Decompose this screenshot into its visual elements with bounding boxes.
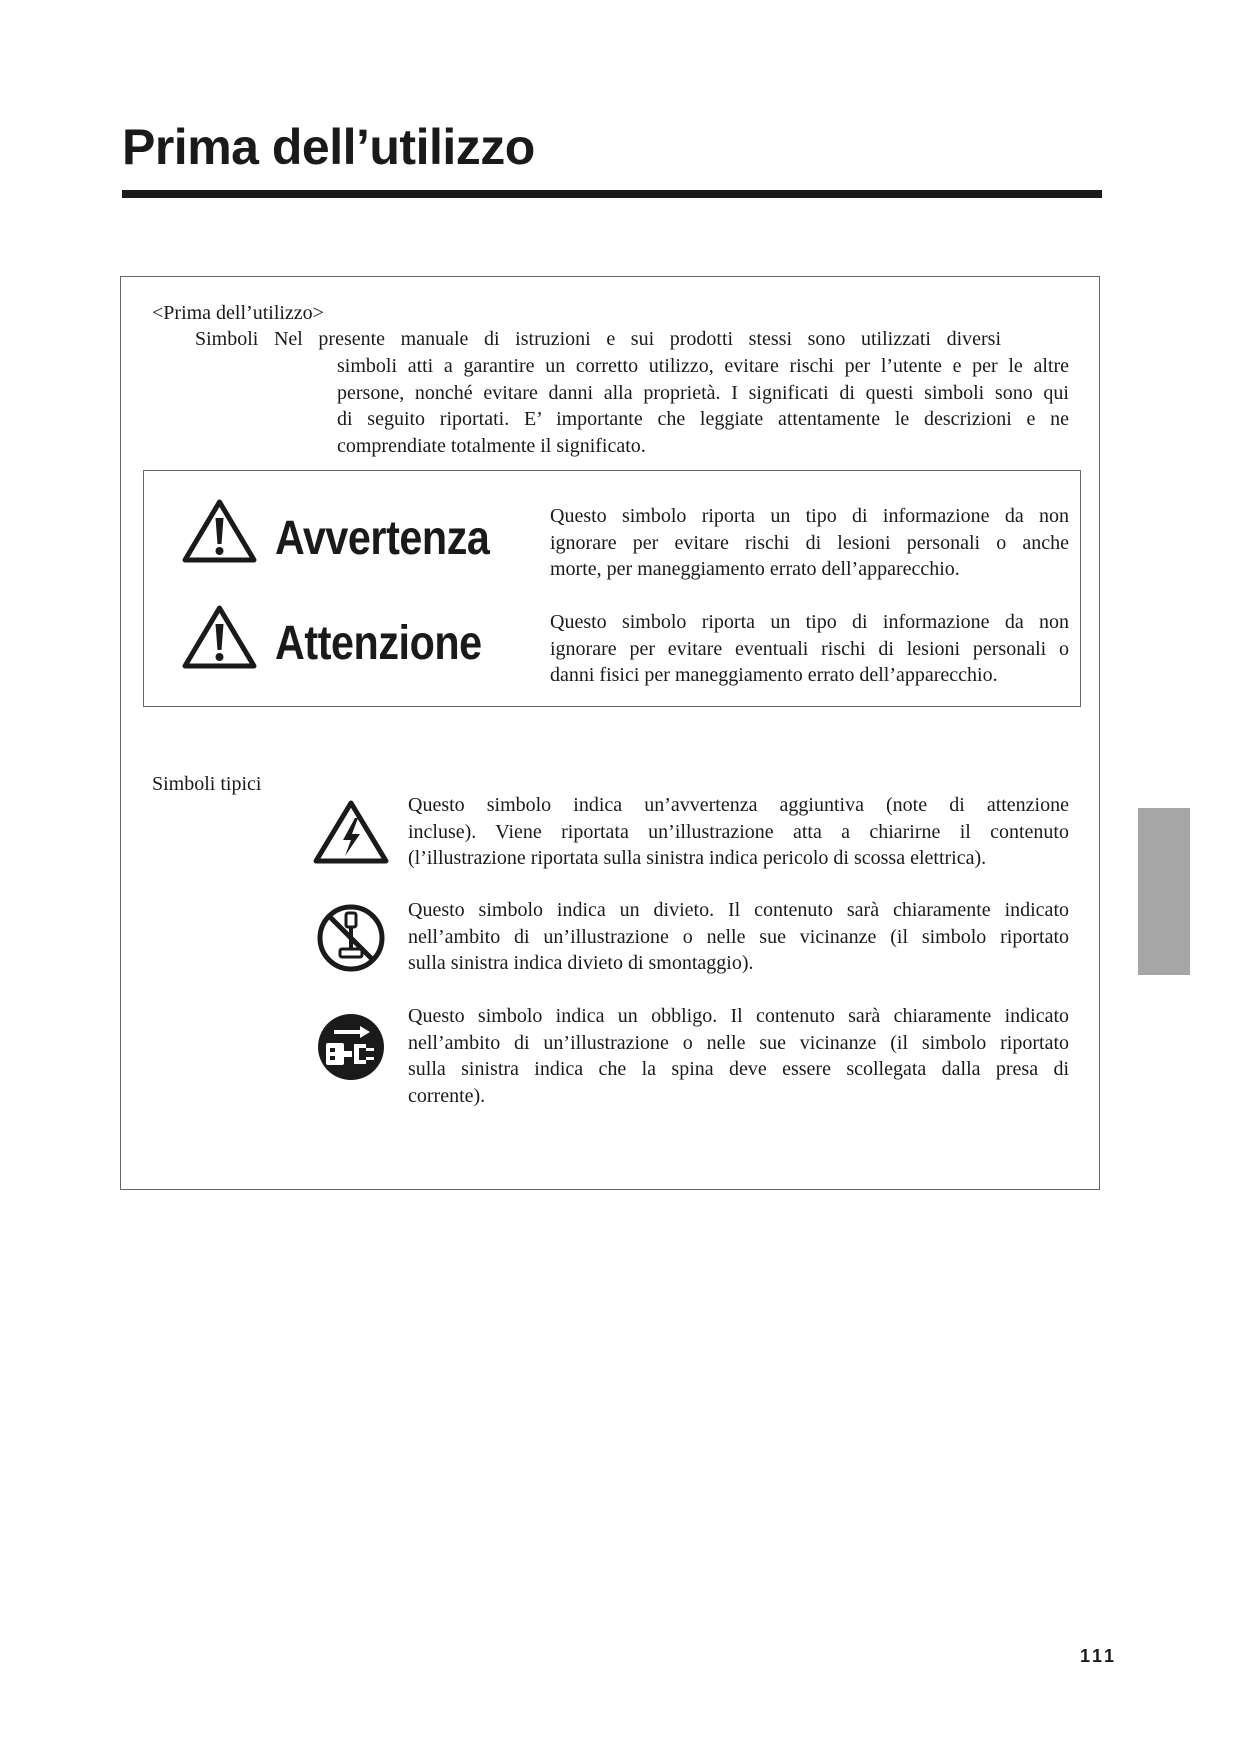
page-title: Prima dell’utilizzo xyxy=(122,119,535,175)
electric-shock-icon xyxy=(312,798,390,866)
intro-line: di seguito riportati. E’ importante che leggiate attentamente le descrizioni e ne xyxy=(337,408,1069,430)
symbol-desc-line: Questo simbolo indica un’avvertenza aggiuntiva (note di attenzione xyxy=(408,794,1069,816)
symbol-description-prohibition xyxy=(408,897,1069,977)
unplug-icon xyxy=(316,1012,386,1082)
signal-desc-line: Questo simbolo riporta un tipo di informazione da non xyxy=(550,611,1069,633)
warning-triangle-icon xyxy=(181,498,258,564)
symbol-desc-line: nell’ambito di un’illustrazione o nelle sue vicinanze (il simbolo riportato xyxy=(408,925,1069,948)
caution-triangle-icon xyxy=(181,604,258,670)
signal-description-warning xyxy=(550,503,1069,583)
symbol-description-obligation xyxy=(408,1003,1069,1109)
section-side-tab xyxy=(1138,808,1190,975)
intro-line: simboli atti a garantire un corretto utilizzo, evitare rischi per l’utente e per le altre xyxy=(337,355,1069,377)
signal-desc-line: ignorare per evitare rischi di lesioni personali o anche xyxy=(550,531,1069,554)
symbol-desc-line: (l’illustrazione riportata sulla sinistra indica pericolo di scossa elettrica). xyxy=(408,847,987,869)
intro-line: Simboli Nel presente manuale di istruzioni e sui prodotti stessi sono utilizzati diversi xyxy=(195,328,1001,350)
symbol-desc-line: Questo simbolo indica un obbligo. Il contenuto sarà chiaramente indicato xyxy=(408,1005,1069,1027)
section-heading: <Prima dell’utilizzo> xyxy=(152,302,324,324)
title-rule xyxy=(122,190,1102,198)
signal-desc-line: Questo simbolo riporta un tipo di informazione da non xyxy=(550,505,1069,527)
page-number: 111 xyxy=(1080,1646,1118,1666)
symbol-desc-line: Questo simbolo indica un divieto. Il contenuto sarà chiaramente indicato xyxy=(408,899,1069,921)
intro-paragraph xyxy=(337,353,1069,459)
intro-line: persone, nonché evitare danni alla proprietà. I significati di questi simboli sono qui xyxy=(337,381,1069,404)
signal-desc-line: danni fisici per maneggiamento errato dell’apparecchio. xyxy=(550,664,998,686)
typical-symbols-label: Simboli tipici xyxy=(152,773,262,795)
symbol-desc-line: incluse). Viene riportata un’illustrazione atta a chiarirne il contenuto xyxy=(408,820,1069,843)
signal-word-warning: Avvertenza xyxy=(275,512,490,565)
signal-word-caution: Attenzione xyxy=(275,617,482,670)
signal-desc-line: morte, per maneggiamento errato dell’apparecchio. xyxy=(550,558,960,580)
signal-description-caution xyxy=(550,609,1069,689)
symbol-desc-line: corrente). xyxy=(408,1084,486,1107)
intro-line: comprendiate totalmente il significato. xyxy=(337,434,646,457)
symbol-desc-line: sulla sinistra indica divieto di smontaggio). xyxy=(408,952,754,974)
no-disassembly-icon xyxy=(316,903,386,973)
symbol-desc-line: sulla sinistra indica che la spina deve essere scollegata dalla presa di xyxy=(408,1058,1069,1080)
symbol-description-shock xyxy=(408,792,1069,872)
symbol-desc-line: nell’ambito di un’illustrazione o nelle sue vicinanze (il simbolo riportato xyxy=(408,1031,1069,1054)
signal-desc-line: ignorare per evitare eventuali rischi di lesioni personali o xyxy=(550,637,1069,660)
